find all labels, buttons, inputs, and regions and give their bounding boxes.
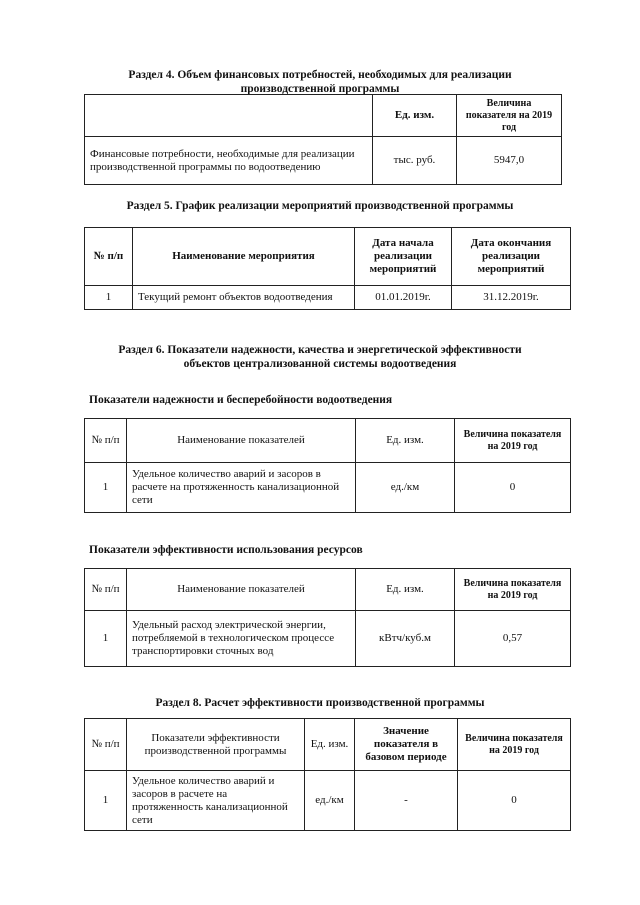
- row-value: 0: [458, 771, 571, 831]
- section6-title-line1: Раздел 6. Показатели надежности, качества и энергетической эффективности: [118, 344, 522, 356]
- table-header-row: [85, 569, 571, 611]
- header-value: Величина показателя на 2019 год: [457, 95, 562, 137]
- header-unit: Ед. изм.: [356, 569, 455, 611]
- header-unit: Ед. изм.: [305, 719, 355, 771]
- header-base: Значение показателя в базовом периоде: [355, 719, 458, 771]
- table-row: [85, 611, 571, 667]
- row-num: 1: [85, 771, 127, 831]
- row-value: 5947,0: [457, 137, 562, 185]
- table-header-row: [85, 419, 571, 463]
- table-header-row: [85, 95, 562, 137]
- header-num: № п/п: [85, 719, 127, 771]
- header-start: Дата начала реализации мероприятий: [355, 228, 452, 286]
- row-unit: ед./км: [356, 463, 455, 513]
- row-num: 1: [85, 463, 127, 513]
- table-row: [85, 463, 571, 513]
- section4-title-line2: производственной программы: [240, 83, 400, 95]
- efficiency-table: [84, 568, 571, 667]
- table-header-row: [85, 719, 571, 771]
- header-value: Величина показателя на 2019 год: [455, 419, 571, 463]
- row-value: 0: [455, 463, 571, 513]
- row-value: 0,57: [455, 611, 571, 667]
- header-unit: Ед. изм.: [356, 419, 455, 463]
- header-value: Величина показателя на 2019 год: [455, 569, 571, 611]
- header-name: Наименование мероприятия: [133, 228, 355, 286]
- table-row: [85, 286, 571, 310]
- section4-title-line1: Раздел 4. Объем финансовых потребностей, необходимых для реализации: [128, 69, 512, 81]
- row-num: 1: [85, 286, 133, 310]
- reliability-table: [84, 418, 571, 513]
- row-name: Текущий ремонт объектов водоотведения: [133, 286, 355, 310]
- header-unit: Ед. изм.: [373, 95, 457, 137]
- row-num: 1: [85, 611, 127, 667]
- section8-title: Раздел 8. Расчет эффективности производственной программы: [155, 697, 485, 709]
- row-unit: ед./км: [305, 771, 355, 831]
- header-num: № п/п: [85, 569, 127, 611]
- row-unit: кВтч/куб.м: [356, 611, 455, 667]
- table-row: [85, 137, 562, 185]
- row-base: -: [355, 771, 458, 831]
- table-row: [85, 771, 571, 831]
- row-name: Финансовые потребности, необходимые для реализации производственной программы по водоотведению: [85, 137, 373, 185]
- section5-table: [84, 227, 571, 310]
- section5-title: Раздел 5. График реализации мероприятий производственной программы: [126, 200, 514, 212]
- section4-title: [0, 68, 640, 96]
- reliability-subtitle: Показатели надежности и бесперебойности водоотведения: [89, 394, 393, 406]
- header-num: № п/п: [85, 228, 133, 286]
- header-name: Наименование показателей: [127, 419, 356, 463]
- header-value: Величина показателя на 2019 год: [458, 719, 571, 771]
- section4-table: [84, 94, 562, 185]
- header-end: Дата окончания реализации мероприятий: [452, 228, 571, 286]
- row-end: 31.12.2019г.: [452, 286, 571, 310]
- table-header-row: [85, 228, 571, 286]
- section8-table: [84, 718, 571, 831]
- efficiency-subtitle: Показатели эффективности использования ресурсов: [89, 544, 363, 556]
- row-start: 01.01.2019г.: [355, 286, 452, 310]
- row-name: Удельный расход электрической энергии, потребляемой в технологическом процессе транспортировки сточных вод: [127, 611, 356, 667]
- section6-title: [0, 343, 640, 371]
- row-unit: тыс. руб.: [373, 137, 457, 185]
- header-name: Наименование показателей: [127, 569, 356, 611]
- header-blank: [85, 95, 373, 137]
- section6-title-line2: объектов централизованной системы водоотведения: [183, 358, 457, 370]
- row-name: Удельное количество аварий и засоров в расчете на протяженность канализационной сети: [127, 463, 356, 513]
- header-num: № п/п: [85, 419, 127, 463]
- header-name: Показатели эффективности производственной программы: [127, 719, 305, 771]
- row-name: Удельное количество аварий и засоров в расчете на протяженность канализационной сети: [127, 771, 305, 831]
